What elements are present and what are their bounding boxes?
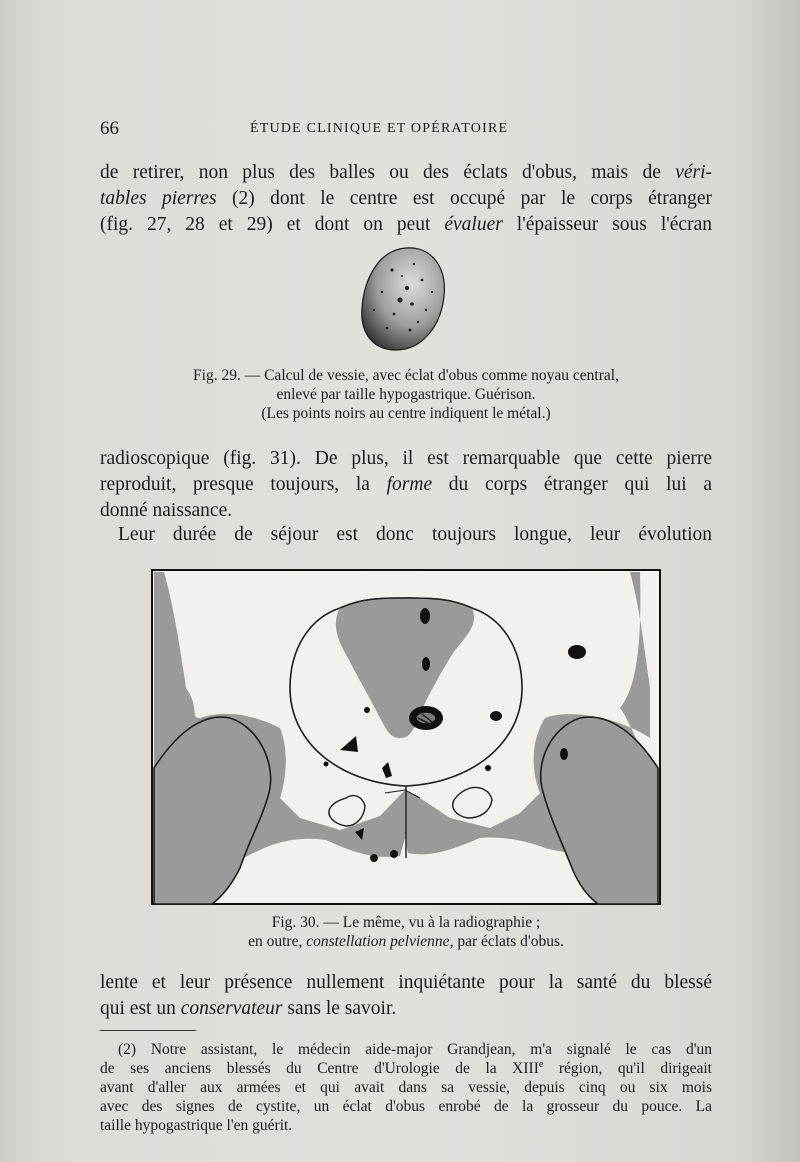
running-title: ÉTUDE CLINIQUE ET OPÉRATOIRE [250,121,509,136]
para1-italic-b: tables pierres [100,188,217,209]
fig29-caption-line-3: (Les points noirs au centre indiquent le métal.) [261,405,551,422]
para2-italic: forme [386,474,433,495]
footnote-line-4: avec des signes de cystite, un éclat d'obus enrobé de la grosseur du pouce. La [100,1098,712,1115]
figure-29-caption [100,366,712,423]
paragraph-4 [100,970,712,1022]
para1-text-d: l'épaisseur sous l'écran [502,214,712,235]
fig30-caption-text-a: en outre, [248,933,307,950]
fig30-caption-italic: constellation pelvienne, [306,933,454,950]
para2-line-3: donné naissance. [100,500,233,521]
para1-text-b: (2) dont le centre est occupé par le corps étranger [216,188,712,209]
footnote-text-a: de ses anciens blessés du Centre d'Urologie de la XIII [100,1060,539,1077]
para4-line-1: lente et leur présence nullement inquiétante pour la santé du blessé [100,972,712,993]
footnote-line-5: taille hypogastrique l'en guérit. [100,1117,293,1134]
footnote [100,1040,712,1135]
fig29-caption-line-1: Fig. 29. — Calcul de vessie, avec éclat d'obus comme noyau central, [193,367,619,384]
para2-line-1: radioscopique (fig. 31). De plus, il est remarquable que cette pierre [100,448,712,469]
paragraph-1 [100,160,712,238]
para1-italic-c: évaluer [444,214,503,235]
paragraph-2 [100,446,712,524]
para3-line-1: Leur durée de séjour est donc toujours longue, leur évolution [118,524,712,545]
page-header [100,118,714,142]
footnote-superscript: e [538,1059,544,1070]
footnote-line-3: avant d'aller aux armées et qui avait dans sa vessie, depuis cinq ou six mois [100,1079,712,1096]
fig30-caption-text-b: par éclats d'obus. [453,933,564,950]
para1-italic-a: véri- [675,162,712,183]
para4-text-b: sans le savoir. [282,998,397,1019]
figure-30-caption [100,913,712,951]
para1-text-a: de retirer, non plus des balles ou des éclats d'obus, mais de [100,162,676,183]
para4-italic: conservateur [180,998,283,1019]
bladder-stone-figure [352,240,452,356]
para2-text-b: du corps étranger qui lui a [432,474,712,495]
paragraph-3 [118,522,712,548]
pelvis-radiograph-figure [150,568,662,908]
para2-text-a: reproduit, presque toujours, la [100,474,387,495]
para4-text-a: qui est un [100,998,181,1019]
footnote-line-1: (2) Notre assistant, le médecin aide-major Grandjean, m'a signalé le cas d'un [118,1041,712,1058]
para1-text-c: (fig. 27, 28 et 29) et dont on peut [100,214,445,235]
footnote-rule [100,1030,196,1031]
page-number: 66 [100,118,119,139]
fig30-caption-line-1: Fig. 30. — Le même, vu à la radiographie ; [271,914,541,931]
footnote-text-b: région, qu'il dirigeait [543,1060,712,1077]
fig29-caption-line-2: enlevé par taille hypogastrique. Guérison. [276,386,536,403]
